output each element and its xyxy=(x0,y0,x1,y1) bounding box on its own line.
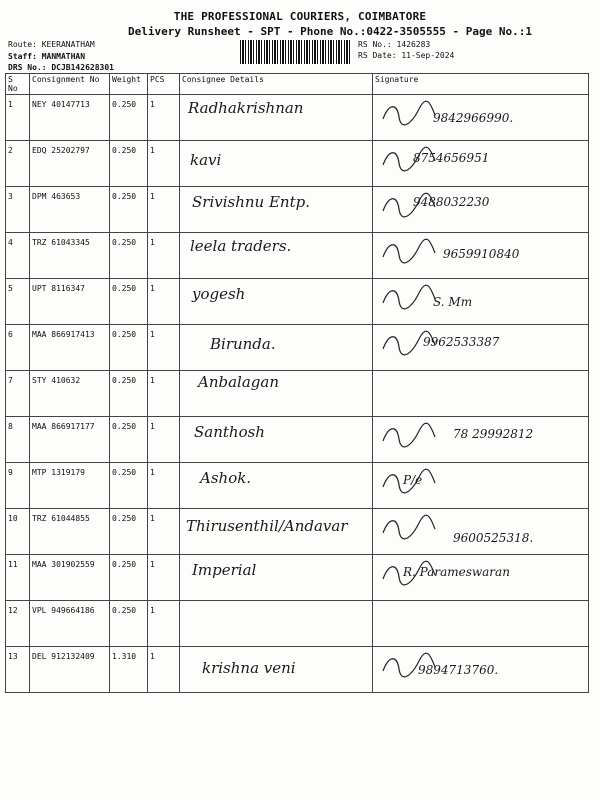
table-header-row xyxy=(6,74,589,95)
table-row xyxy=(6,141,589,187)
row-signature-cell xyxy=(373,279,589,325)
row-sno: 7 xyxy=(6,371,30,417)
route-label: Route: KEERANATHAM xyxy=(8,40,95,49)
row-weight: 0.250 xyxy=(110,555,148,601)
runsheet-subtitle: Delivery Runsheet - SPT - Phone No.:0422-3505555 - Page No.:1 xyxy=(128,25,532,38)
row-consignee-handwriting: leela traders. xyxy=(190,237,292,255)
row-pcs: 1 xyxy=(148,325,180,371)
col-pcs: PCS xyxy=(148,74,180,95)
table-row xyxy=(6,233,589,279)
signature-scribble-icon xyxy=(379,237,439,267)
row-sno: 2 xyxy=(6,141,30,187)
rs-number: RS No.: 1426283 xyxy=(358,40,431,49)
row-signature-handwriting: 78 29992812 xyxy=(453,427,534,441)
col-consignee: Consignee Details xyxy=(180,74,373,95)
row-pcs: 1 xyxy=(148,463,180,509)
row-pcs: 1 xyxy=(148,555,180,601)
row-sno: 3 xyxy=(6,187,30,233)
row-consignment-no: VPL 949664186 xyxy=(30,601,110,647)
signature-scribble-icon xyxy=(379,513,439,543)
row-consignment-no: MAA 866917177 xyxy=(30,417,110,463)
signature-scribble-icon xyxy=(379,559,439,589)
row-consignee-handwriting: Srivishnu Entp. xyxy=(192,193,310,211)
row-pcs: 1 xyxy=(148,233,180,279)
row-signature-handwriting: S. Mm xyxy=(433,295,473,309)
row-consignee-handwriting: Ashok. xyxy=(200,469,252,487)
row-weight: 0.250 xyxy=(110,371,148,417)
row-signature-handwriting: R. Parameswaran xyxy=(403,565,510,579)
row-pcs: 1 xyxy=(148,371,180,417)
signature-scribble-icon xyxy=(379,191,439,221)
row-consignee-cell xyxy=(180,141,373,187)
row-pcs: 1 xyxy=(148,141,180,187)
row-pcs: 1 xyxy=(148,647,180,693)
row-signature-handwriting: 9842966990. xyxy=(433,111,514,125)
row-consignee-cell xyxy=(180,555,373,601)
row-signature-cell xyxy=(373,647,589,693)
col-weight: Weight xyxy=(110,74,148,95)
col-sno: S No xyxy=(6,74,30,95)
table-row xyxy=(6,555,589,601)
row-signature-cell xyxy=(373,325,589,371)
row-consignment-no: NEY 40147713 xyxy=(30,95,110,141)
table-row xyxy=(6,371,589,417)
row-consignee-cell xyxy=(180,601,373,647)
row-sno: 13 xyxy=(6,647,30,693)
table-row xyxy=(6,417,589,463)
table-row xyxy=(6,187,589,233)
row-signature-handwriting: 9962533387 xyxy=(423,335,500,349)
row-consignee-handwriting: yogesh xyxy=(192,285,246,303)
row-consignee-handwriting: Santhosh xyxy=(194,423,265,441)
row-signature-cell xyxy=(373,601,589,647)
row-weight: 0.250 xyxy=(110,463,148,509)
row-signature-cell xyxy=(373,371,589,417)
row-weight: 0.250 xyxy=(110,417,148,463)
row-consignee-cell xyxy=(180,233,373,279)
table-row xyxy=(6,509,589,555)
col-consignment: Consignment No xyxy=(30,74,110,95)
row-consignee-cell xyxy=(180,647,373,693)
row-consignee-cell xyxy=(180,371,373,417)
row-consignment-no: MAA 301902559 xyxy=(30,555,110,601)
row-weight: 1.310 xyxy=(110,647,148,693)
col-signature: Signature xyxy=(373,74,589,95)
row-consignee-handwriting: Birunda. xyxy=(210,335,276,353)
signature-scribble-icon xyxy=(379,283,439,313)
row-consignee-cell xyxy=(180,325,373,371)
drs-label: DRS No.: DCJB142628301 xyxy=(8,63,114,72)
company-title: THE PROFESSIONAL COURIERS, COIMBATORE xyxy=(173,10,427,23)
row-consignment-no: TRZ 61043345 xyxy=(30,233,110,279)
row-weight: 0.250 xyxy=(110,601,148,647)
row-weight: 0.250 xyxy=(110,279,148,325)
row-sno: 10 xyxy=(6,509,30,555)
row-signature-handwriting: 9659910840 xyxy=(443,247,520,261)
runsheet-table xyxy=(5,73,589,693)
row-signature-cell xyxy=(373,141,589,187)
row-signature-cell xyxy=(373,509,589,555)
row-signature-handwriting: 9488032230 xyxy=(413,195,490,209)
row-consignee-cell xyxy=(180,95,373,141)
row-signature-handwriting: P/e xyxy=(403,473,423,487)
row-consignee-cell xyxy=(180,509,373,555)
row-consignee-handwriting: Imperial xyxy=(192,561,257,579)
row-signature-cell xyxy=(373,233,589,279)
row-consignee-cell xyxy=(180,279,373,325)
table-row xyxy=(6,95,589,141)
staff-label: Staff: MANMATHAN xyxy=(8,52,86,61)
row-consignee-handwriting: kavi xyxy=(190,151,222,169)
row-weight: 0.250 xyxy=(110,509,148,555)
row-signature-handwriting: 9894713760. xyxy=(418,663,499,677)
row-consignment-no: MTP 1319179 xyxy=(30,463,110,509)
row-signature-cell xyxy=(373,187,589,233)
barcode-image xyxy=(240,40,350,64)
row-consignee-cell xyxy=(180,187,373,233)
row-consignee-handwriting: Anbalagan xyxy=(198,373,279,391)
row-consignee-cell xyxy=(180,463,373,509)
row-consignment-no: UPT 8116347 xyxy=(30,279,110,325)
row-consignment-no: TRZ 61044855 xyxy=(30,509,110,555)
row-sno: 8 xyxy=(6,417,30,463)
row-consignee-handwriting: krishna veni xyxy=(202,659,296,677)
row-signature-cell xyxy=(373,555,589,601)
row-signature-handwriting: 8754656951 xyxy=(413,151,490,165)
row-consignment-no: STY 410632 xyxy=(30,371,110,417)
signature-scribble-icon xyxy=(379,421,439,451)
row-signature-cell xyxy=(373,417,589,463)
row-consignee-cell xyxy=(180,417,373,463)
table-row xyxy=(6,279,589,325)
rs-date: RS Date: 11-Sep-2024 xyxy=(358,51,455,60)
row-weight: 0.250 xyxy=(110,187,148,233)
row-pcs: 1 xyxy=(148,187,180,233)
signature-scribble-icon xyxy=(379,329,439,359)
row-consignment-no: EDQ 25202797 xyxy=(30,141,110,187)
table-row xyxy=(6,647,589,693)
signature-scribble-icon xyxy=(379,145,439,175)
row-pcs: 1 xyxy=(148,601,180,647)
row-sno: 9 xyxy=(6,463,30,509)
row-sno: 1 xyxy=(6,95,30,141)
signature-scribble-icon xyxy=(379,467,439,497)
row-sno: 5 xyxy=(6,279,30,325)
table-row xyxy=(6,463,589,509)
row-sno: 12 xyxy=(6,601,30,647)
row-consignee-handwriting: Thirusenthil/Andavar xyxy=(186,517,348,535)
row-weight: 0.250 xyxy=(110,325,148,371)
row-sno: 4 xyxy=(6,233,30,279)
table-row xyxy=(6,601,589,647)
row-weight: 0.250 xyxy=(110,233,148,279)
row-pcs: 1 xyxy=(148,95,180,141)
table-row xyxy=(6,325,589,371)
row-weight: 0.250 xyxy=(110,95,148,141)
row-consignment-no: DPM 463653 xyxy=(30,187,110,233)
row-consignee-handwriting: Radhakrishnan xyxy=(188,99,304,117)
row-pcs: 1 xyxy=(148,417,180,463)
row-signature-handwriting: 9600525318. xyxy=(453,531,534,545)
row-consignment-no: DEL 912132409 xyxy=(30,647,110,693)
row-pcs: 1 xyxy=(148,509,180,555)
row-sno: 11 xyxy=(6,555,30,601)
row-pcs: 1 xyxy=(148,279,180,325)
row-weight: 0.250 xyxy=(110,141,148,187)
row-signature-cell xyxy=(373,463,589,509)
row-sno: 6 xyxy=(6,325,30,371)
row-signature-cell xyxy=(373,95,589,141)
row-consignment-no: MAA 866917413 xyxy=(30,325,110,371)
signature-scribble-icon xyxy=(379,651,439,681)
signature-scribble-icon xyxy=(379,99,439,129)
